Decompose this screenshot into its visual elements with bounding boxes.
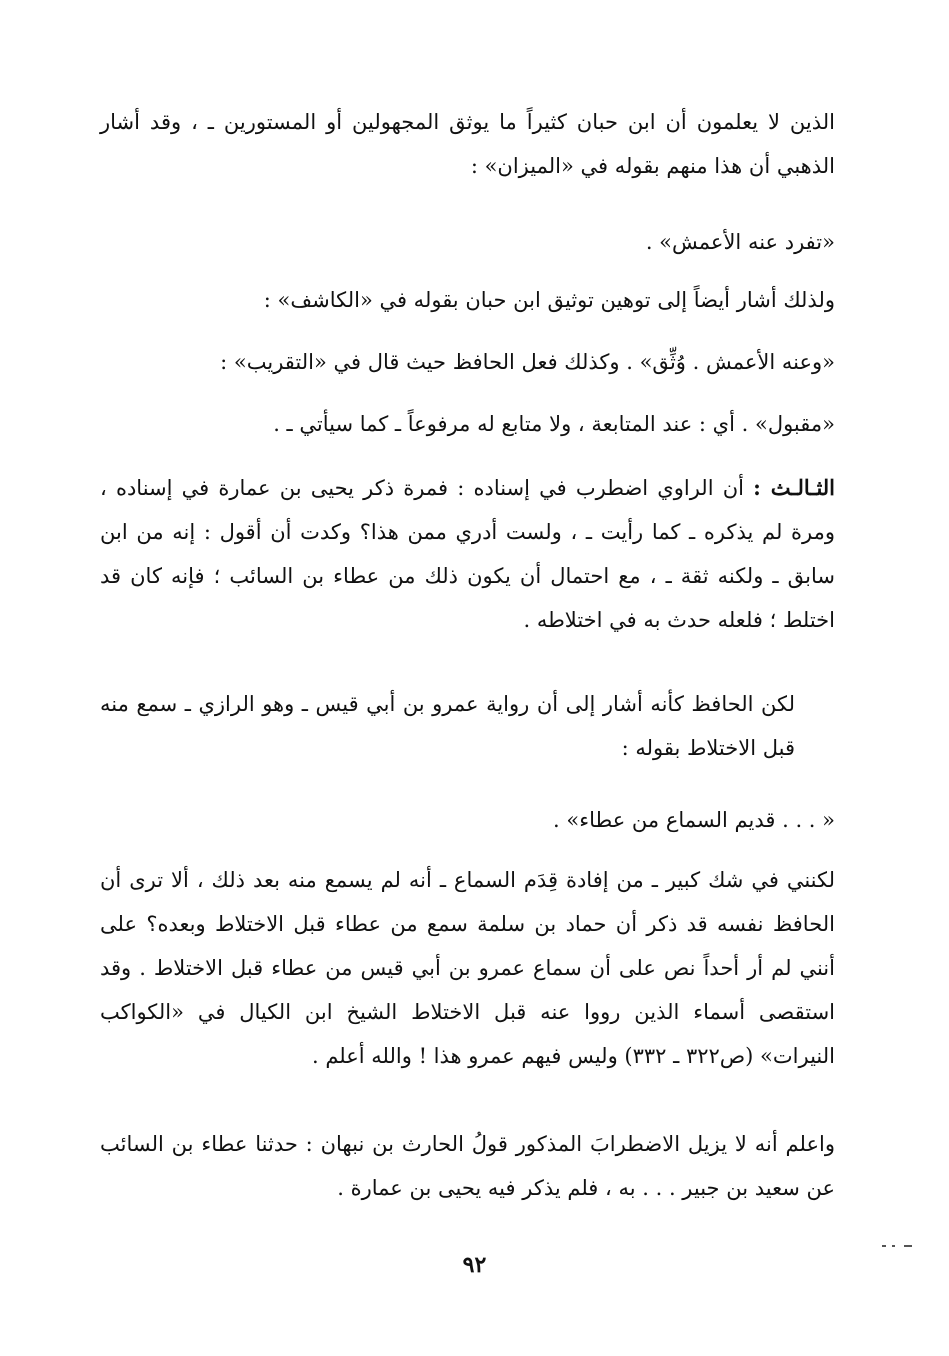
quote-kashif: «وعنه الأعمش . وُثِّق» . وكذلك فعل الحافظ حيث قال في «التقريب» :: [220, 350, 835, 374]
paragraph-know: واعلم أنه لا يزيل الاضطرابَ المذكور قولُ الحارث بن نبهان : حدثنا عطاء بن السائب عن سعيد بن جبير . . . به ، فلم يذكر فيه يحيى بن عمارة .: [100, 1132, 835, 1200]
paragraph-kashif-intro: ولذلك أشار أيضاً إلى توهين توثيق ابن حبان بقوله في «الكاشف» :: [263, 288, 835, 312]
paragraph-third-point: [100, 466, 835, 642]
paragraph-body: أن الراوي اضطرب في إسناده : فمرة ذكر يحيى بن عمارة في إسناده ، ومرة لم يذكره ـ كما رأيت ـ ، ولست أدري ممن هذا؟ وكدت أن أقول : إنه من ابن سابق ـ ولكنه ثقة ـ ، مع احتمال أن يكون ذلك من عطاء بن السائب ؛ فإنه كان قد اختلط ؛ فلعله حدث به في اختلاطه .: [100, 476, 835, 632]
page-number: ٩٢: [462, 1252, 487, 1278]
paragraph-doubt: لكنني في شك كبير ـ من إفادة قِدَم السماع ـ أنه لم يسمع منه بعد ذلك ، ألا ترى أن الحافظ نفسه قد ذكر أن حماد بن سلمة سمع من عطاء قبل الاختلاط وبعده؟ على أنني لم أر أحداً نص على أن سماع عمرو بن أبي قيس من عطاء قبل الاختلاط . وقد استقصى أسماء الذين رووا عنه قبل الاختلاط الشيخ ابن الكيال في «الكواكب النيرات» (ص٣٢٢ ـ ٣٣٢) وليس فيهم عمرو هذا ! والله أعلم .: [100, 868, 835, 1068]
paragraph-continuation: الذين لا يعلمون أن ابن حبان كثيراً ما يوثق المجهولين أو المستورين ـ ، وقد أشار الذهبي أن هذا منهم بقوله في «الميزان» :: [100, 110, 835, 178]
paragraph-label: الثـالـث :: [753, 475, 836, 500]
quote-taqrib: «مقبول» . أي : عند المتابعة ، ولا متابع له مرفوعاً ـ كما سيأتي ـ .: [273, 412, 835, 436]
scan-artifact: [882, 1243, 916, 1249]
paragraph-hafiz: لكن الحافظ كأنه أشار إلى أن رواية عمرو بن أبي قيس ـ وهو الرازي ـ سمع منه قبل الاختلاط بقوله :: [100, 692, 795, 760]
quote-old-hearing: « . . . قديم السماع من عطاء» .: [553, 808, 835, 832]
quote-mizan: «تفرد عنه الأعمش» .: [645, 230, 835, 254]
